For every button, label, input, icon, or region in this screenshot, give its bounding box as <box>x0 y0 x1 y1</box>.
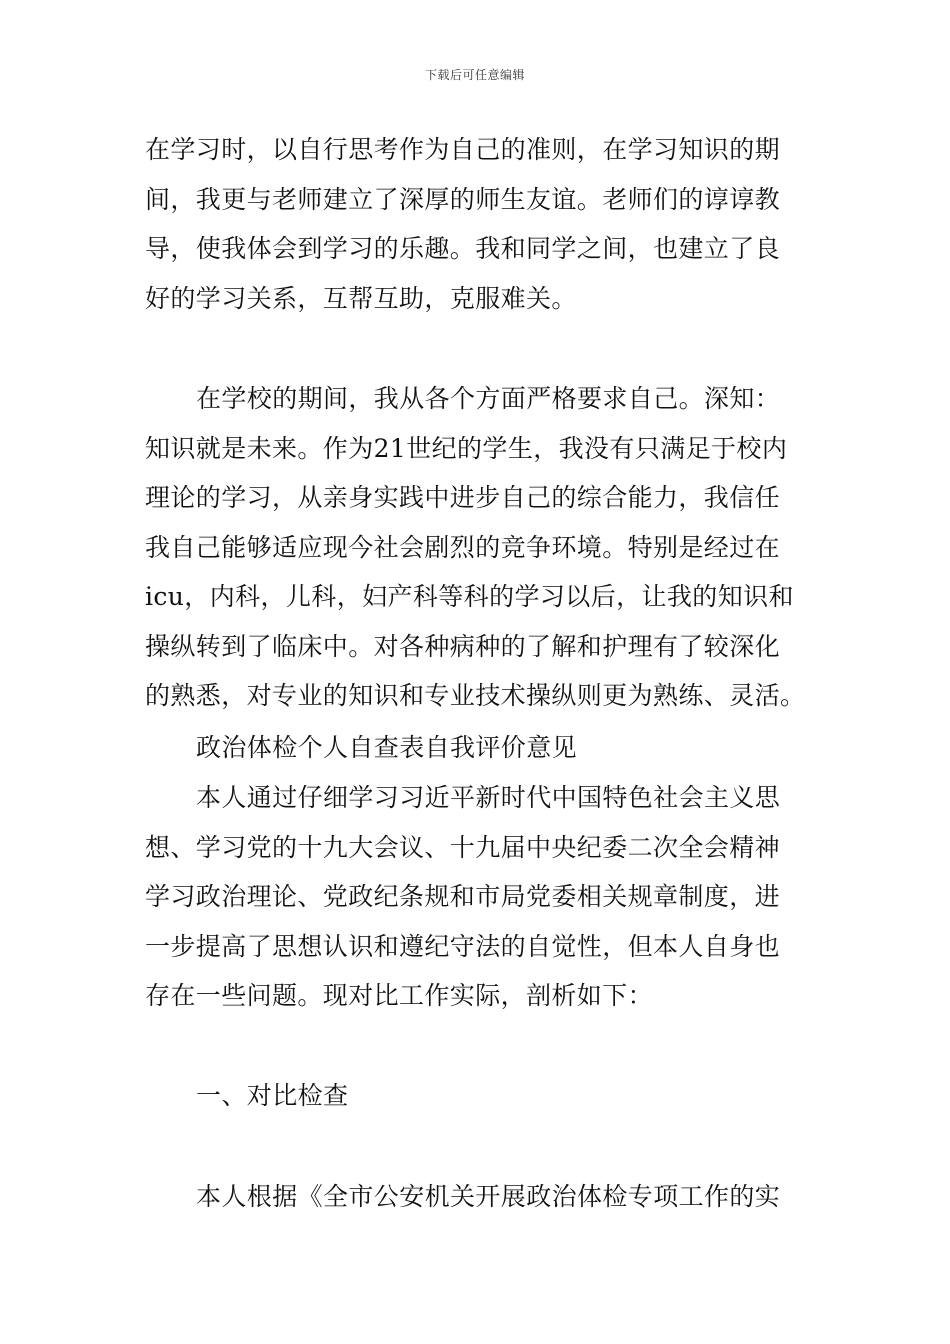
paragraph-school-period <box>145 374 810 721</box>
paragraph-line: 间，我更与老师建立了深厚的师生友谊。老师们的谆谆教 <box>145 184 781 214</box>
paragraph-line: 操纵转到了临床中。对各种病种的了解和护理有了较深化 <box>145 631 781 661</box>
paragraph-basis <box>145 1172 810 1222</box>
paragraph-line: icu，内科，儿科，妇产科等科的学习以后，让我的知识和 <box>145 582 794 611</box>
paragraph-line: 存在一些问题。现对比工作实际，剖析如下： <box>145 981 654 1010</box>
paragraph-line: 想、学习党的十九大会议、十九届中央纪委二次全会精神 <box>145 832 781 862</box>
paragraph-study-relations <box>145 125 810 323</box>
subsection-heading-text: 一、对比检查 <box>196 1081 349 1110</box>
paragraph-line: 好的学习关系，互帮互助，克服难关。 <box>145 283 577 313</box>
paragraph-line: 理论的学习，从亲身实践中进步自己的综合能力，我信任 <box>145 483 781 512</box>
paragraph-line: 本人通过仔细学习习近平新时代中国特色社会主义思 <box>196 783 781 812</box>
subsection-heading <box>145 1071 810 1121</box>
paragraph-line: 学习政治理论、党政纪条规和市局党委相关规章制度，进 <box>145 882 781 911</box>
paragraph-line: 导，使我体会到学习的乐趣。我和同学之间，也建立了良 <box>145 234 781 263</box>
paragraph-line: 的熟悉，对专业的知识和专业技术操纵则更为熟练、灵活。 <box>145 681 806 710</box>
paragraph-line: 在学校的期间，我从各个方面严格要求自己。深知： <box>196 384 781 413</box>
paragraph-self-evaluation <box>145 773 810 1021</box>
paragraph-line: 我自己能够适应现今社会剧烈的竞争环境。特别是经过在 <box>145 532 781 562</box>
page-header-note: 下载后可任意编辑 <box>424 68 525 82</box>
paragraph-line: 在学习时，以自行思考作为自己的准则，在学习知识的期 <box>145 135 781 164</box>
paragraph-line: 一步提高了思想认识和遵纪守法的自觉性，但本人自身也 <box>145 931 781 961</box>
paragraph-line: 知识就是未来。作为21世纪的学生，我没有只满足于校内 <box>145 433 788 463</box>
section-title-text: 政治体检个人自查表自我评价意见 <box>196 733 578 762</box>
paragraph-line: 本人根据《全市公安机关开展政治体检专项工作的实 <box>196 1182 781 1211</box>
section-title <box>145 723 810 773</box>
